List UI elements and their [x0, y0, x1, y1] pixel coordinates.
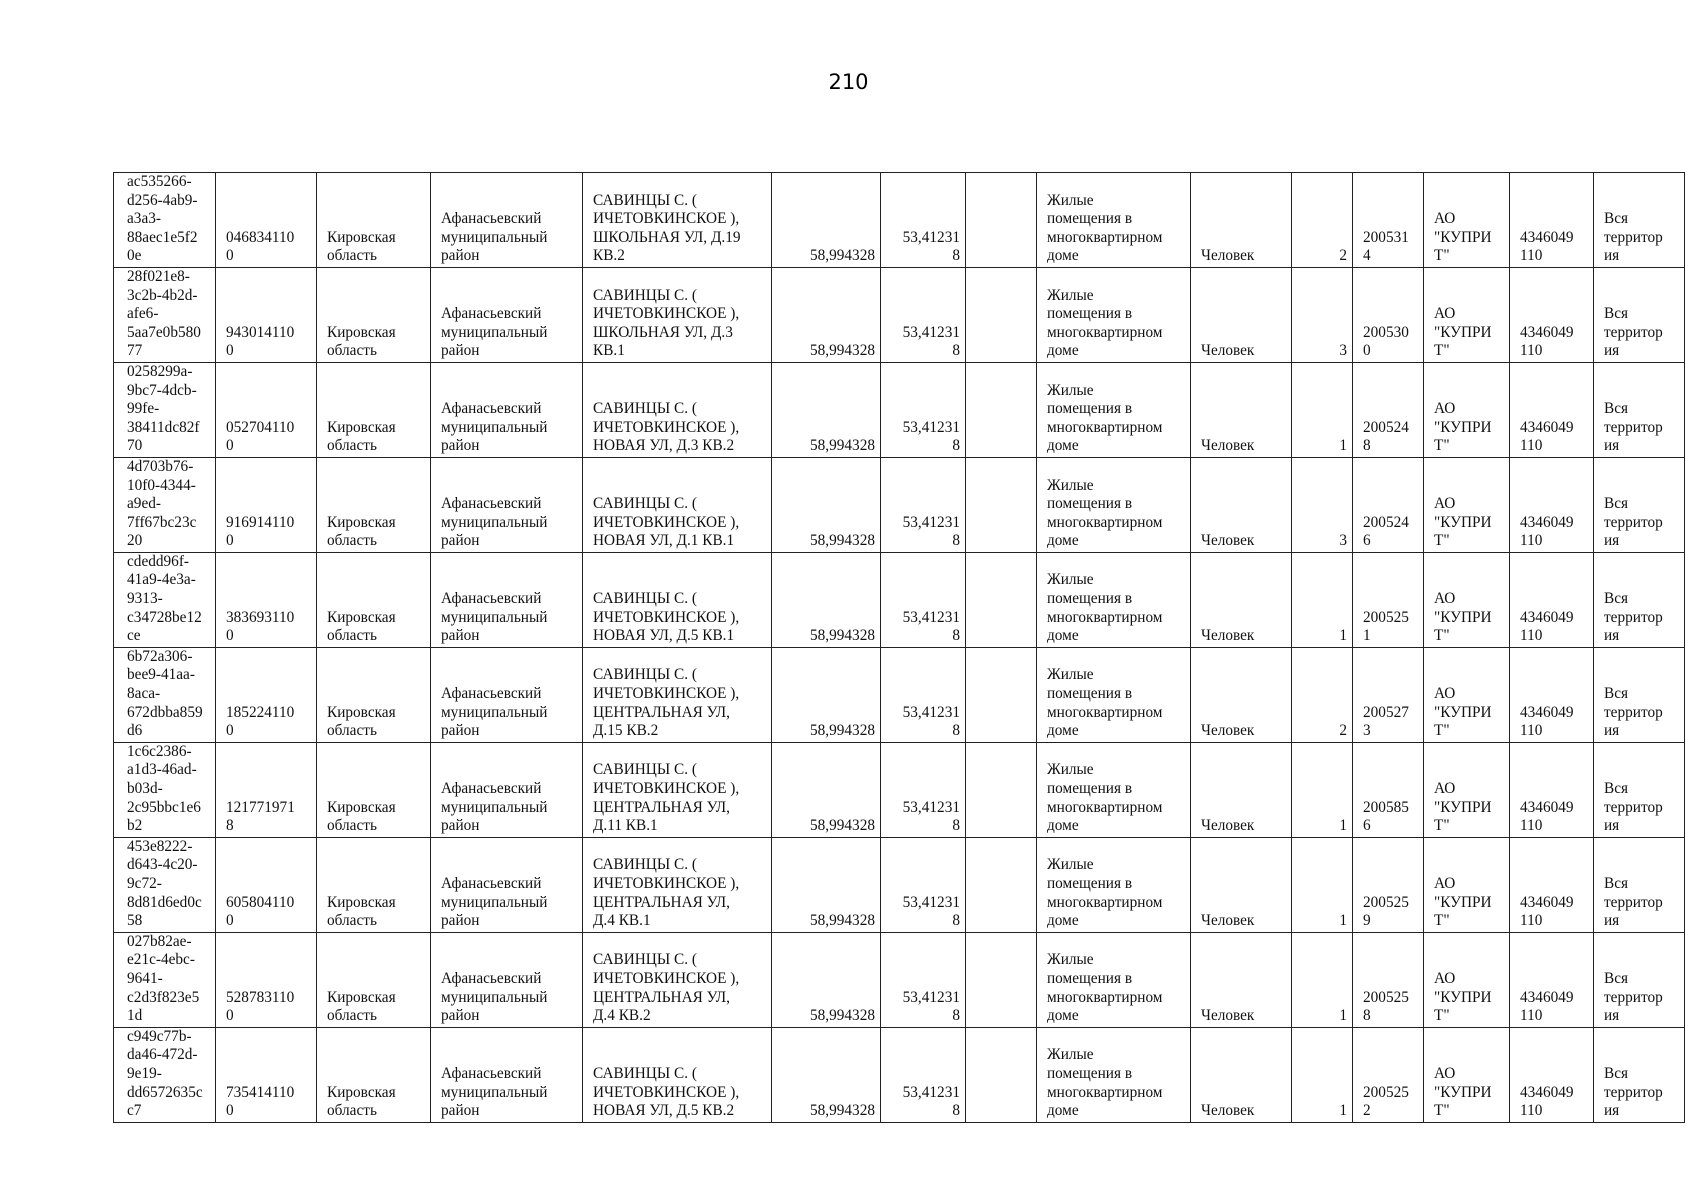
- table-row: [114, 742, 1685, 837]
- cell-unit: Человек: [1191, 362, 1292, 457]
- cell-number: 200524 6: [1353, 457, 1424, 552]
- table-row: [114, 267, 1685, 362]
- cell-district: Афанасьевский муниципальный район: [431, 362, 583, 457]
- cell-address: САВИНЦЫ С. ( ИЧЕТОВКИНСКОЕ ), ШКОЛЬНАЯ УЛ, Д.19 КВ.2: [583, 173, 772, 268]
- cell-inn: 4346049 110: [1510, 267, 1594, 362]
- cell-region: Кировская область: [317, 647, 431, 742]
- cell-code: 528783110 0: [216, 932, 317, 1027]
- cell-region: Кировская область: [317, 742, 431, 837]
- page-number: 210: [828, 70, 869, 94]
- cell-record-id: cdedd96f- 41a9-4e3a- 9313- c34728be12 ce: [114, 552, 216, 647]
- cell-longitude: 53,41231 8: [881, 362, 966, 457]
- cell-code: 052704110 0: [216, 362, 317, 457]
- cell-district: Афанасьевский муниципальный район: [431, 267, 583, 362]
- cell-region: Кировская область: [317, 837, 431, 932]
- cell-number: 200525 1: [1353, 552, 1424, 647]
- cell-premises-type: Жилые помещения в многоквартирном доме: [1037, 173, 1191, 268]
- cell-unit: Человек: [1191, 742, 1292, 837]
- cell-record-id: ac535266- d256-4ab9- a3a3- 88aec1e5f2 0e: [114, 173, 216, 268]
- cell-region: Кировская область: [317, 932, 431, 1027]
- cell-empty: [966, 362, 1037, 457]
- cell-number: 200525 9: [1353, 837, 1424, 932]
- cell-record-id: 453e8222- d643-4c20- 9c72- 8d81d6ed0c 58: [114, 837, 216, 932]
- table-body: [114, 173, 1685, 1123]
- cell-district: Афанасьевский муниципальный район: [431, 457, 583, 552]
- cell-code: 916914110 0: [216, 457, 317, 552]
- cell-empty: [966, 742, 1037, 837]
- cell-record-id: 0258299a- 9bc7-4dcb- 99fe- 38411dc82f 70: [114, 362, 216, 457]
- cell-empty: [966, 552, 1037, 647]
- cell-territory: Вся территор ия: [1594, 837, 1685, 932]
- cell-code: 046834110 0: [216, 173, 317, 268]
- cell-organization: АО "КУПРИ Т": [1424, 932, 1510, 1027]
- cell-count: 1: [1292, 932, 1353, 1027]
- cell-latitude: 58,994328: [772, 932, 881, 1027]
- cell-district: Афанасьевский муниципальный район: [431, 647, 583, 742]
- cell-latitude: 58,994328: [772, 173, 881, 268]
- table-row: [114, 932, 1685, 1027]
- cell-organization: АО "КУПРИ Т": [1424, 362, 1510, 457]
- cell-territory: Вся территор ия: [1594, 552, 1685, 647]
- cell-unit: Человек: [1191, 647, 1292, 742]
- cell-record-id: 4d703b76- 10f0-4344- a9ed- 7ff67bc23c 20: [114, 457, 216, 552]
- cell-unit: Человек: [1191, 837, 1292, 932]
- cell-inn: 4346049 110: [1510, 362, 1594, 457]
- cell-longitude: 53,41231 8: [881, 552, 966, 647]
- cell-number: 200585 6: [1353, 742, 1424, 837]
- cell-latitude: 58,994328: [772, 362, 881, 457]
- cell-empty: [966, 1027, 1037, 1122]
- cell-unit: Человек: [1191, 173, 1292, 268]
- cell-record-id: 6b72a306- bee9-41aa- 8aca- 672dbba859 d6: [114, 647, 216, 742]
- cell-number: 200525 2: [1353, 1027, 1424, 1122]
- cell-territory: Вся территор ия: [1594, 742, 1685, 837]
- cell-unit: Человек: [1191, 267, 1292, 362]
- cell-premises-type: Жилые помещения в многоквартирном доме: [1037, 1027, 1191, 1122]
- cell-empty: [966, 932, 1037, 1027]
- cell-premises-type: Жилые помещения в многоквартирном доме: [1037, 837, 1191, 932]
- cell-premises-type: Жилые помещения в многоквартирном доме: [1037, 267, 1191, 362]
- cell-empty: [966, 647, 1037, 742]
- cell-premises-type: Жилые помещения в многоквартирном доме: [1037, 647, 1191, 742]
- cell-empty: [966, 267, 1037, 362]
- cell-longitude: 53,41231 8: [881, 173, 966, 268]
- table-row: [114, 552, 1685, 647]
- cell-address: САВИНЦЫ С. ( ИЧЕТОВКИНСКОЕ ), ШКОЛЬНАЯ УЛ, Д.3 КВ.1: [583, 267, 772, 362]
- cell-territory: Вся территор ия: [1594, 457, 1685, 552]
- cell-organization: АО "КУПРИ Т": [1424, 552, 1510, 647]
- cell-number: 200531 4: [1353, 173, 1424, 268]
- cell-territory: Вся территор ия: [1594, 1027, 1685, 1122]
- cell-inn: 4346049 110: [1510, 173, 1594, 268]
- cell-address: САВИНЦЫ С. ( ИЧЕТОВКИНСКОЕ ), ЦЕНТРАЛЬНАЯ УЛ, Д.4 КВ.1: [583, 837, 772, 932]
- cell-latitude: 58,994328: [772, 267, 881, 362]
- cell-unit: Человек: [1191, 552, 1292, 647]
- cell-region: Кировская область: [317, 173, 431, 268]
- cell-inn: 4346049 110: [1510, 647, 1594, 742]
- cell-record-id: c949c77b- da46-472d- 9e19- dd6572635c c7: [114, 1027, 216, 1122]
- cell-inn: 4346049 110: [1510, 1027, 1594, 1122]
- cell-number: 200530 0: [1353, 267, 1424, 362]
- cell-premises-type: Жилые помещения в многоквартирном доме: [1037, 552, 1191, 647]
- cell-longitude: 53,41231 8: [881, 837, 966, 932]
- cell-empty: [966, 173, 1037, 268]
- cell-longitude: 53,41231 8: [881, 647, 966, 742]
- cell-latitude: 58,994328: [772, 552, 881, 647]
- cell-district: Афанасьевский муниципальный район: [431, 552, 583, 647]
- cell-count: 3: [1292, 267, 1353, 362]
- cell-inn: 4346049 110: [1510, 457, 1594, 552]
- table-row: [114, 837, 1685, 932]
- table-row: [114, 173, 1685, 268]
- cell-unit: Человек: [1191, 457, 1292, 552]
- cell-longitude: 53,41231 8: [881, 742, 966, 837]
- cell-premises-type: Жилые помещения в многоквартирном доме: [1037, 932, 1191, 1027]
- cell-empty: [966, 837, 1037, 932]
- table-row: [114, 457, 1685, 552]
- cell-count: 3: [1292, 457, 1353, 552]
- cell-code: 185224110 0: [216, 647, 317, 742]
- cell-district: Афанасьевский муниципальный район: [431, 837, 583, 932]
- cell-latitude: 58,994328: [772, 837, 881, 932]
- cell-organization: АО "КУПРИ Т": [1424, 457, 1510, 552]
- cell-unit: Человек: [1191, 932, 1292, 1027]
- cell-territory: Вся территор ия: [1594, 647, 1685, 742]
- cell-longitude: 53,41231 8: [881, 457, 966, 552]
- cell-unit: Человек: [1191, 1027, 1292, 1122]
- cell-organization: АО "КУПРИ Т": [1424, 647, 1510, 742]
- cell-record-id: 1c6c2386- a1d3-46ad- b03d- 2c95bbc1e6 b2: [114, 742, 216, 837]
- cell-count: 1: [1292, 837, 1353, 932]
- cell-territory: Вся территор ия: [1594, 932, 1685, 1027]
- cell-address: САВИНЦЫ С. ( ИЧЕТОВКИНСКОЕ ), ЦЕНТРАЛЬНАЯ УЛ, Д.4 КВ.2: [583, 932, 772, 1027]
- cell-record-id: 28f021e8- 3c2b-4b2d- afe6- 5aa7e0b580 77: [114, 267, 216, 362]
- cell-code: 735414110 0: [216, 1027, 317, 1122]
- registry-table: [113, 172, 1685, 1123]
- cell-code: 943014110 0: [216, 267, 317, 362]
- cell-latitude: 58,994328: [772, 1027, 881, 1122]
- cell-address: САВИНЦЫ С. ( ИЧЕТОВКИНСКОЕ ), НОВАЯ УЛ, Д.5 КВ.2: [583, 1027, 772, 1122]
- cell-inn: 4346049 110: [1510, 742, 1594, 837]
- table-row: [114, 1027, 1685, 1122]
- cell-latitude: 58,994328: [772, 742, 881, 837]
- cell-premises-type: Жилые помещения в многоквартирном доме: [1037, 362, 1191, 457]
- cell-district: Афанасьевский муниципальный район: [431, 173, 583, 268]
- cell-territory: Вся территор ия: [1594, 267, 1685, 362]
- cell-latitude: 58,994328: [772, 457, 881, 552]
- cell-region: Кировская область: [317, 362, 431, 457]
- cell-code: 121771971 8: [216, 742, 317, 837]
- cell-organization: АО "КУПРИ Т": [1424, 267, 1510, 362]
- cell-number: 200525 8: [1353, 932, 1424, 1027]
- cell-number: 200527 3: [1353, 647, 1424, 742]
- table-row: [114, 362, 1685, 457]
- cell-count: 1: [1292, 1027, 1353, 1122]
- cell-organization: АО "КУПРИ Т": [1424, 837, 1510, 932]
- cell-address: САВИНЦЫ С. ( ИЧЕТОВКИНСКОЕ ), ЦЕНТРАЛЬНАЯ УЛ, Д.15 КВ.2: [583, 647, 772, 742]
- cell-number: 200524 8: [1353, 362, 1424, 457]
- cell-longitude: 53,41231 8: [881, 267, 966, 362]
- cell-address: САВИНЦЫ С. ( ИЧЕТОВКИНСКОЕ ), НОВАЯ УЛ, Д.5 КВ.1: [583, 552, 772, 647]
- cell-count: 2: [1292, 647, 1353, 742]
- cell-address: САВИНЦЫ С. ( ИЧЕТОВКИНСКОЕ ), НОВАЯ УЛ, Д.3 КВ.2: [583, 362, 772, 457]
- cell-region: Кировская область: [317, 267, 431, 362]
- cell-count: 1: [1292, 362, 1353, 457]
- cell-district: Афанасьевский муниципальный район: [431, 1027, 583, 1122]
- cell-premises-type: Жилые помещения в многоквартирном доме: [1037, 457, 1191, 552]
- cell-count: 1: [1292, 742, 1353, 837]
- cell-empty: [966, 457, 1037, 552]
- cell-premises-type: Жилые помещения в многоквартирном доме: [1037, 742, 1191, 837]
- cell-address: САВИНЦЫ С. ( ИЧЕТОВКИНСКОЕ ), ЦЕНТРАЛЬНАЯ УЛ, Д.11 КВ.1: [583, 742, 772, 837]
- cell-inn: 4346049 110: [1510, 932, 1594, 1027]
- cell-longitude: 53,41231 8: [881, 1027, 966, 1122]
- cell-region: Кировская область: [317, 457, 431, 552]
- cell-inn: 4346049 110: [1510, 837, 1594, 932]
- cell-count: 2: [1292, 173, 1353, 268]
- cell-code: 383693110 0: [216, 552, 317, 647]
- cell-inn: 4346049 110: [1510, 552, 1594, 647]
- cell-code: 605804110 0: [216, 837, 317, 932]
- cell-region: Кировская область: [317, 552, 431, 647]
- cell-organization: АО "КУПРИ Т": [1424, 173, 1510, 268]
- cell-longitude: 53,41231 8: [881, 932, 966, 1027]
- cell-territory: Вся территор ия: [1594, 362, 1685, 457]
- cell-address: САВИНЦЫ С. ( ИЧЕТОВКИНСКОЕ ), НОВАЯ УЛ, Д.1 КВ.1: [583, 457, 772, 552]
- cell-count: 1: [1292, 552, 1353, 647]
- cell-organization: АО "КУПРИ Т": [1424, 1027, 1510, 1122]
- cell-territory: Вся территор ия: [1594, 173, 1685, 268]
- table-row: [114, 647, 1685, 742]
- cell-latitude: 58,994328: [772, 647, 881, 742]
- cell-record-id: 027b82ae- e21c-4ebc- 9641- c2d3f823e5 1d: [114, 932, 216, 1027]
- cell-region: Кировская область: [317, 1027, 431, 1122]
- cell-district: Афанасьевский муниципальный район: [431, 932, 583, 1027]
- cell-organization: АО "КУПРИ Т": [1424, 742, 1510, 837]
- cell-district: Афанасьевский муниципальный район: [431, 742, 583, 837]
